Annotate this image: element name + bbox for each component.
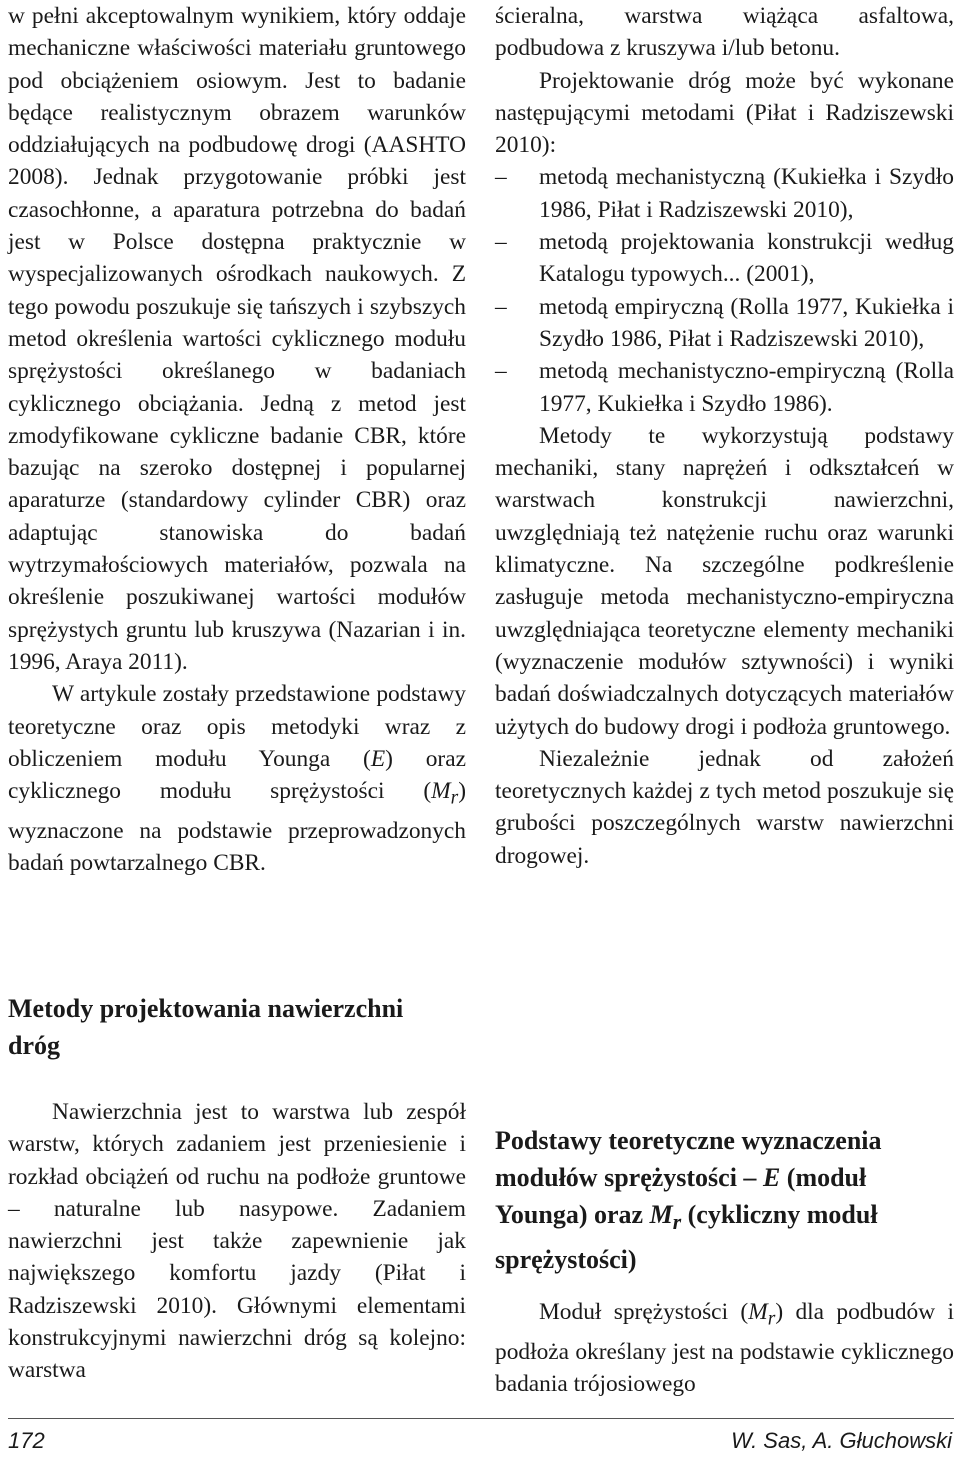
heading-run: Podstawy teoretyczne wyznaczenia modułów sprężystości – (495, 1126, 882, 1192)
footer-authors: W. Sas, A. Głuchowski (731, 1428, 952, 1453)
text-run: W artykule zostały przedstawione podstawy teoretyczne oraz opis metodyki wraz z obliczeniem modułu Younga ( (8, 681, 466, 772)
section-heading (495, 1122, 954, 1278)
dash-bullet: – (495, 164, 507, 191)
heading-run: (cykliczny moduł sprężystości) (495, 1200, 878, 1275)
list-item-text: metodą projektowania konstrukcji według Katalogu typowych... (2001), (539, 229, 954, 288)
symbol-e: E (762, 1163, 781, 1192)
paragraph: Niezależnie jednak od założeń teoretycznych każdej z tych metod poszukuje się grubości poszczególnych warstw nawierzchni drogowej. (495, 745, 954, 869)
heading-run: (moduł Younga) oraz (495, 1163, 867, 1229)
paragraph (8, 678, 466, 879)
list-item (495, 291, 954, 356)
page-number: 172 (8, 1428, 45, 1453)
symbol-e: E (370, 745, 386, 772)
paragraph: w pełni akceptowalnym wynikiem, który oddaje mechaniczne właściwości materiału gruntowego pod obciążeniem osiowym. Jest to badanie będące realistycznym obrazem warunków oddziałujących na podbudowę drogi (AASHTO 2008). Jednak przygotowanie próbki jest czasochłonne, a aparatura potrzebna do badań jest w Polsce dostępna praktycznie w wyspecjalizowanych ośrodkach naukowych. Z tego powodu poszukuje się tańszych i szybszych metod określenia wartości cyklicznego modułu sprężystości określanego w badaniach cyklicznego obciążania. Jedną z metod jest zmodyfikowane cykliczne badanie CBR, które bazując na szeroko dostępnej i popularnej aparaturze (standardowy cylinder CBR) oraz adaptując stanowiska do badań wytrzymałościowych materiałów, pozwala na określenie poszukiwanej wartości modułów sprężystych gruntu lub kruszywa (Nazarian i in. 1996, Araya 2011). (8, 3, 466, 675)
subscript-r: r (672, 1210, 682, 1235)
text-run: ) dla podbudów i podłoża określany jest na podstawie cyklicznego badania trójosiowego (495, 1299, 954, 1398)
dash-bullet: – (495, 293, 507, 320)
subscript-r: r (767, 1308, 776, 1330)
dash-bullet: – (495, 358, 507, 385)
list-item (495, 226, 954, 291)
list-item-text: metodą mechanistyczną (Kukiełka i Szydło 1986, Piłat i Radziszewski 2010), (539, 164, 954, 223)
paragraph (495, 1296, 954, 1401)
paragraph: Projektowanie dróg może być wykonane następującymi metodami (Piłat i Radziszewski 2010): (495, 67, 954, 159)
symbol-m: M (431, 778, 451, 805)
dash-bullet: – (495, 229, 507, 256)
list-item-text: metodą empiryczną (Rolla 1977, Kukiełka i Szydło 1986, Piłat i Radziszewski 2010), (539, 293, 954, 352)
text-run: Moduł sprężystości ( (539, 1299, 749, 1325)
left-column (8, 0, 466, 1384)
text-run: ) wyznaczone na podstawie przeprowadzonych badań powtarzalnego CBR. (8, 778, 466, 877)
method-list (495, 161, 954, 419)
paragraph: Nawierzchnia jest to warstwa lub zespół warstw, których zadaniem jest przeniesienie i rozkład obciążeń od ruchu na podłoże gruntowe – naturalne lub nasypowe. Zadaniem nawierzchni jest także zapewnienie jak największego komfortu jazdy (Piłat i Radziszewski 2010). Głównymi elementami konstrukcyjnymi nawierzchni dróg są kolejno: warstwa (8, 1099, 466, 1384)
symbol-m: M (748, 1299, 768, 1325)
paragraph: ścieralna, warstwa wiążąca asfaltowa, podbudowa z kruszywa i/lub betonu. (495, 3, 954, 62)
right-column (495, 0, 954, 1398)
footer-rule (8, 1418, 954, 1419)
list-item (495, 355, 954, 420)
section-heading: Metody projektowania nawierzchni dróg (8, 994, 404, 1060)
paragraph: Metody te wykorzystują podstawy mechaniki, stany naprężeń i odkształceń w warstwach konstrukcji nawierzchni, uwzględniają też natężenie ruchu oraz warunki klimatyczne. Na szczególne podkreślenie zasługuje metoda mechanistyczno-empiryczna uwzględniająca teoretyczne elementy mechaniki (wyznaczenie modułów sztywności) i wyniki badań doświadczalnych dotyczących materiałów użytych do budowy drogi i podłoża gruntowego. (495, 422, 954, 740)
symbol-m: M (649, 1200, 673, 1229)
text-run: ) oraz cyklicznego modułu sprężystości ( (8, 745, 466, 805)
list-item-text: metodą mechanistyczno-empiryczną (Rolla 1977, Kukiełka i Szydło 1986). (539, 358, 954, 417)
list-item (495, 161, 954, 226)
subscript-r: r (450, 787, 459, 809)
